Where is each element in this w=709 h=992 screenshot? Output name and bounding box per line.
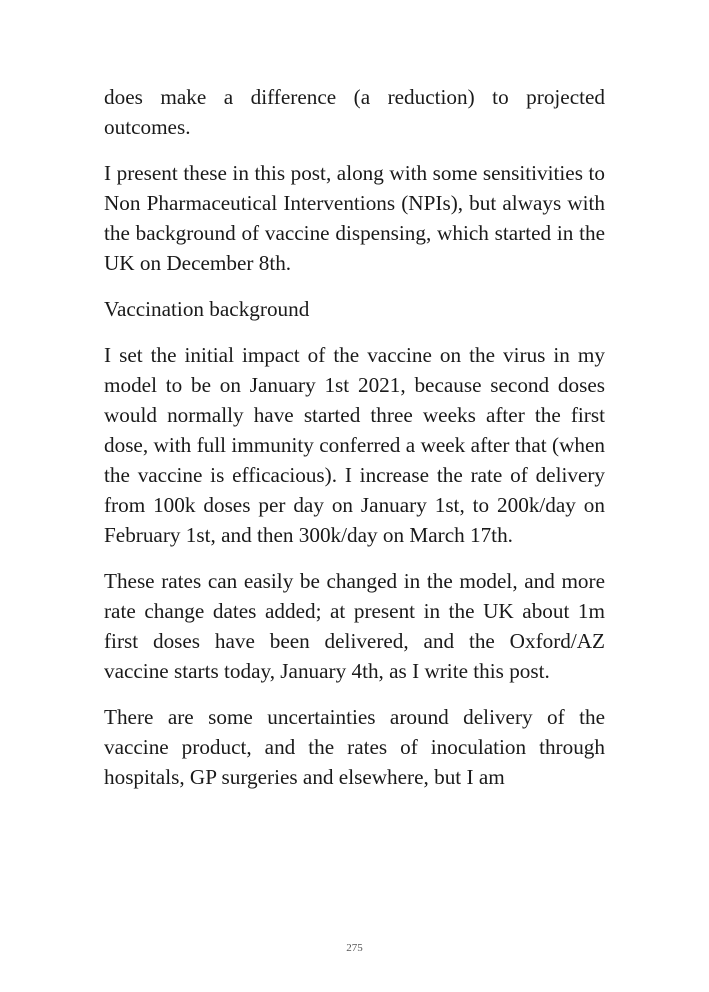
paragraph-uncertainties: There are some uncertainties around delivery of the vaccine product, and the rates of inoculation through hospitals, GP surgeries and elsewhere, but I am bbox=[104, 705, 605, 789]
page-body bbox=[104, 82, 605, 808]
paragraph-vaccine-impact: I set the initial impact of the vaccine on the virus in my model to be on January 1st 2021, because second doses would normally have started three weeks after the first dose, with full immunity conferred a week after that (when the vaccine is efficacious). I increase the rate of delivery from 100k doses per day on January 1st, to 200k/day on February 1st, and then 300k/day on March 17th. bbox=[104, 343, 605, 547]
section-heading-vaccination-background: Vaccination background bbox=[104, 297, 310, 321]
page-number: 275 bbox=[346, 942, 363, 954]
paragraph-rate-changes: These rates can easily be changed in the model, and more rate change dates added; at present in the UK about 1m first doses have been delivered, and the Oxford/AZ vaccine starts today, January 4th, as I write this post. bbox=[104, 569, 605, 683]
paragraph-continuation: does make a difference (a reduction) to projected outcomes. bbox=[104, 85, 605, 139]
paragraph-npi-sensitivities: I present these in this post, along with some sensitivities to Non Pharmaceutical Interventions (NPIs), but always with the background of vaccine dispensing, which started in the UK on December 8th. bbox=[104, 161, 605, 275]
